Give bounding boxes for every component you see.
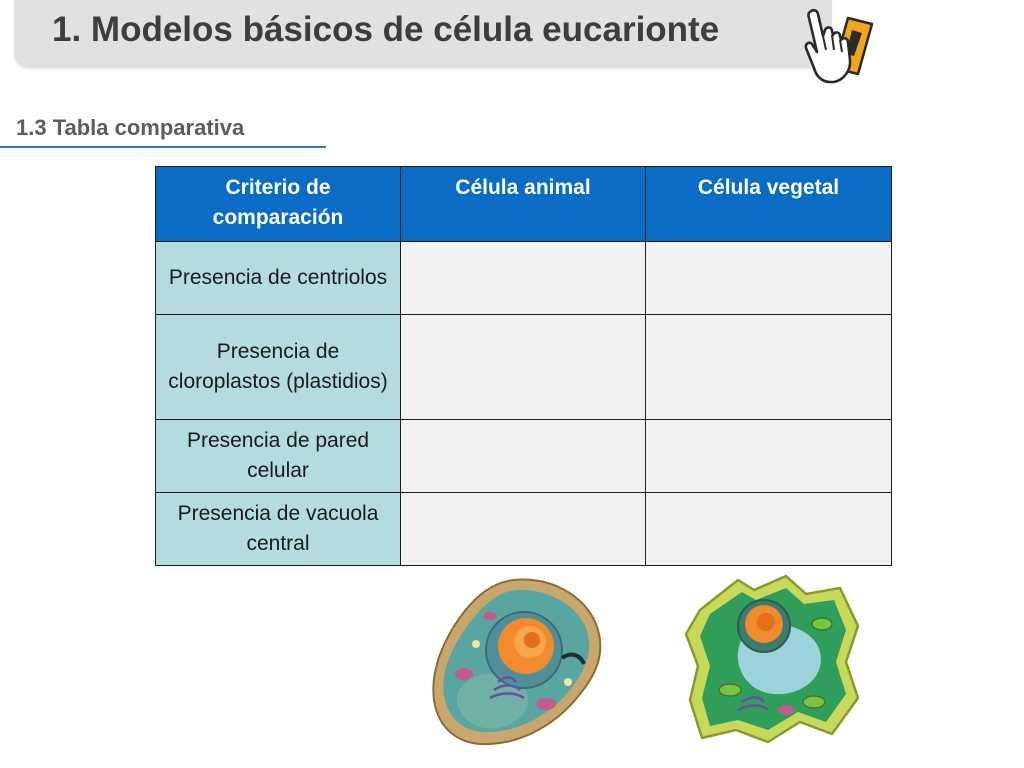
plant-answer-cell[interactable] <box>646 242 892 315</box>
animal-answer-cell[interactable] <box>401 493 646 566</box>
title-bar <box>14 0 832 68</box>
row-criterion: Presencia de cloroplastos (plastidios) <box>156 315 401 420</box>
plant-answer-cell[interactable] <box>646 493 892 566</box>
pointing-hand-icon <box>806 10 850 82</box>
section-subtitle: 1.3 Tabla comparativa <box>16 115 245 140</box>
plant-answer-cell[interactable] <box>646 420 892 493</box>
plant-cell-illustration <box>682 570 862 746</box>
header-animal-cell: Célula animal <box>401 167 646 242</box>
row-criterion: Presencia de vacuola central <box>156 493 401 566</box>
header-plant-cell: Célula vegetal <box>646 167 892 242</box>
plant-answer-cell[interactable] <box>646 315 892 420</box>
row-criterion: Presencia de pared celular <box>156 420 401 493</box>
subtitle-divider <box>0 146 326 148</box>
page-title: 1. Modelos básicos de célula eucarionte <box>52 10 720 49</box>
animal-cell-illustration <box>428 572 604 748</box>
row-criterion: Presencia de centriolos <box>156 242 401 315</box>
table-row <box>156 493 892 566</box>
animal-answer-cell[interactable] <box>401 420 646 493</box>
animal-answer-cell[interactable] <box>401 315 646 420</box>
table-row <box>156 242 892 315</box>
comparison-table <box>155 166 892 566</box>
table-row <box>156 420 892 493</box>
header-criterion: Criterio de comparación <box>156 167 401 242</box>
table-row <box>156 315 892 420</box>
table-header-row <box>156 167 892 242</box>
animal-answer-cell[interactable] <box>401 242 646 315</box>
hand-pointer-alert-icon[interactable] <box>800 6 876 86</box>
